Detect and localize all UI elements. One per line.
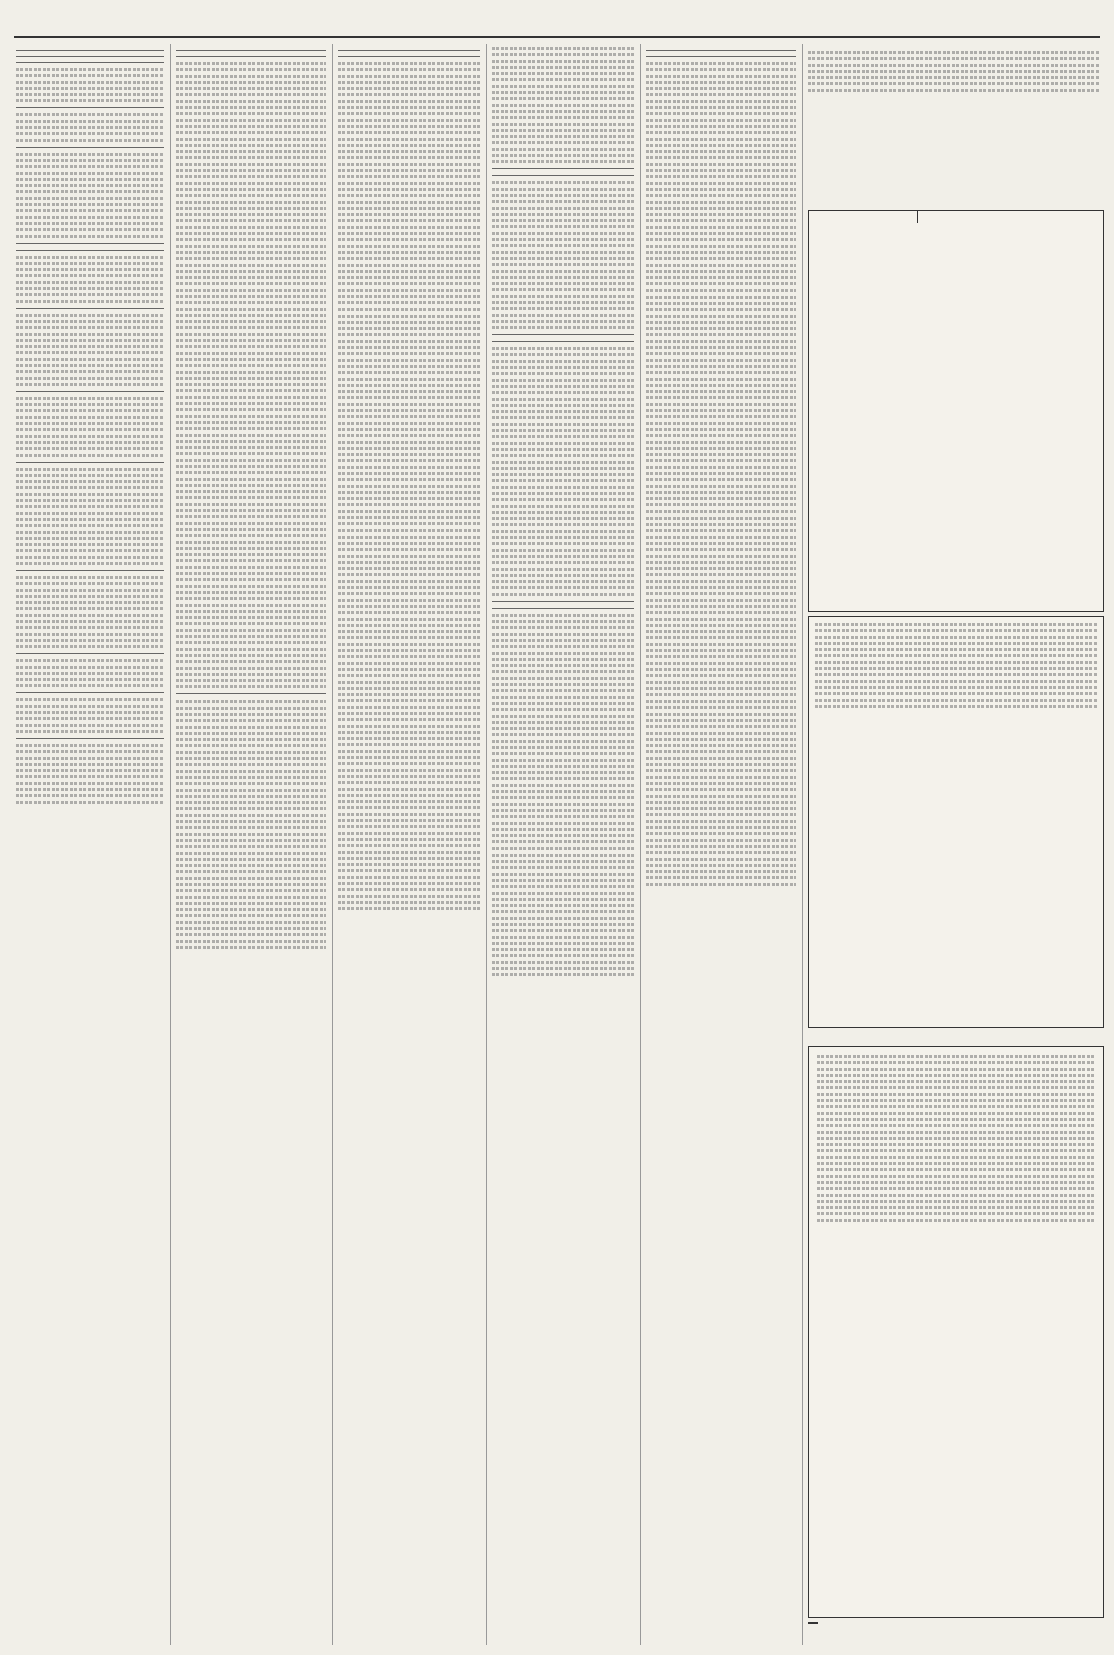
article-body	[338, 62, 480, 311]
ad-women	[808, 44, 1100, 204]
article-body	[646, 62, 796, 285]
column-parliament	[176, 44, 326, 1645]
ad-carbon	[808, 1046, 1104, 1618]
column-rule	[802, 44, 803, 1645]
ad-amber-tips	[808, 616, 1104, 1028]
column-rule	[486, 44, 487, 1645]
article-body	[492, 614, 634, 850]
article-body	[176, 62, 326, 688]
article-body	[338, 315, 480, 532]
column-rule	[332, 44, 333, 1645]
column-election-notices	[16, 44, 164, 1645]
ad-evening-wear	[808, 210, 1104, 612]
article-body	[492, 181, 634, 329]
column-rule	[170, 44, 171, 1645]
article-body	[646, 510, 796, 696]
article-body	[176, 700, 326, 949]
column-rule	[640, 44, 641, 1645]
column-austria	[646, 44, 796, 1645]
article-body	[338, 536, 480, 911]
correct-evening-wear-title	[809, 211, 918, 223]
article-body	[492, 347, 634, 596]
article-body	[646, 700, 796, 886]
article-body	[646, 289, 796, 506]
article-body	[492, 854, 634, 977]
column-cairo	[338, 44, 480, 1645]
glaxo-logo	[808, 1622, 818, 1624]
article-body	[492, 47, 634, 163]
bottom-ads	[808, 1622, 1102, 1624]
column-tornado	[492, 44, 634, 1645]
masthead	[14, 14, 1100, 38]
